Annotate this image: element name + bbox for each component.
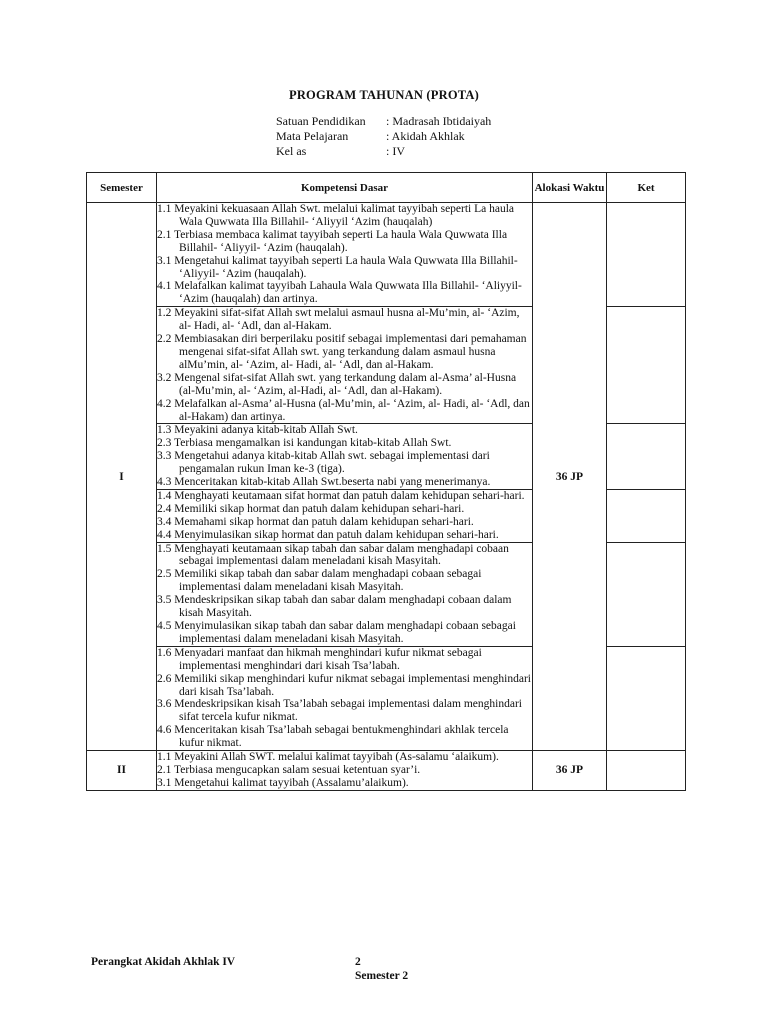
document-info bbox=[276, 114, 491, 159]
ket-cell bbox=[607, 751, 686, 791]
info-row-kelas bbox=[276, 144, 491, 159]
info-label: Satuan Pendidikan bbox=[276, 114, 366, 128]
info-label: Kel as bbox=[276, 144, 307, 158]
kompetensi-cell bbox=[157, 489, 533, 542]
kompetensi-item: 3.1 Mengetahui kalimat tayyibah seperti La haula Wala Quwwata Illa Billahil- ‘Aliyyil- ‘Azim (hauqalah). bbox=[157, 254, 518, 280]
ket-cell bbox=[607, 307, 686, 424]
kompetensi-item: 4.3 Menceritakan kitab-kitab Allah Swt.beserta nabi yang menerimanya. bbox=[157, 476, 491, 489]
kompetensi-item: 3.6 Mendeskripsikan kisah Tsa’labah sebagai implementasi dalam menghindari sifat tercela kufur nikmat. bbox=[157, 698, 522, 724]
kompetensi-item: 4.2 Melafalkan al-Asma’ al-Husna (al-Mu’min, al- ‘Azim, al- Hadi, al- ‘Adl, dan al-Hakam) dan artinya. bbox=[157, 397, 530, 423]
alokasi-cell: 36 JP bbox=[533, 751, 607, 791]
semester-cell: I bbox=[87, 203, 157, 751]
kompetensi-item: 4.1 Melafalkan kalimat tayyibah Lahaula Wala Quwwata Illa Billahil- ‘Aliyyil- ‘Azim (hauqalah) dan artinya. bbox=[157, 280, 522, 306]
kompetensi-item: 1.5 Menghayati keutamaan sikap tabah dan sabar dalam menghadapi cobaan sebagai implementasi dalam meneladani kisah Masyitah. bbox=[157, 542, 509, 568]
kompetensi-item: 2.6 Memiliki sikap menghindari kufur nikmat sebagai implementasi menghindari dari kisah Tsa’labah. bbox=[157, 672, 531, 698]
kompetensi-cell bbox=[157, 542, 533, 646]
header-alokasi: Alokasi Waktu bbox=[533, 173, 607, 203]
kompetensi-cell bbox=[157, 203, 533, 307]
info-value: : Akidah Akhlak bbox=[386, 129, 465, 143]
footer-semester: Semester 2 bbox=[355, 970, 409, 982]
kompetensi-item: 1.4 Menghayati keutamaan sifat hormat dan patuh dalam kehidupan sehari-hari. bbox=[157, 489, 525, 502]
kompetensi-item: 1.3 Meyakini adanya kitab-kitab Allah Swt. bbox=[157, 424, 358, 437]
kompetensi-cell bbox=[157, 646, 533, 750]
kompetensi-item: 2.3 Terbiasa mengamalkan isi kandungan kitab-kitab Allah Swt. bbox=[157, 437, 452, 450]
kompetensi-item: 1.1 Meyakini kekuasaan Allah Swt. melalui kalimat tayyibah seperti La haula Wala Quwwata Illa Billahil- ‘Aliyyil ‘Azim (hauqalah) bbox=[157, 203, 515, 228]
kompetensi-item: 2.1 Terbiasa mengucapkan salam sesuai ketentuan syar’i. bbox=[157, 763, 421, 776]
ket-cell bbox=[607, 424, 686, 490]
page-number: 2 bbox=[355, 956, 361, 968]
kompetensi-item: 3.4 Memahami sikap hormat dan patuh dalam kehidupan sehari-hari. bbox=[157, 515, 474, 528]
ket-cell bbox=[607, 542, 686, 646]
ket-cell bbox=[607, 646, 686, 750]
info-label: Mata Pelajaran bbox=[276, 129, 349, 143]
kompetensi-cell bbox=[157, 751, 533, 791]
kompetensi-item: 1.1 Meyakini Allah SWT. melalui kalimat tayyibah (As-salamu ‘alaikum). bbox=[157, 751, 499, 764]
document-title: PROGRAM TAHUNAN (PROTA) bbox=[288, 88, 479, 102]
kompetensi-item: 3.1 Mengetahui kalimat tayyibah (Assalamu’alaikum). bbox=[157, 776, 409, 789]
footer-title: Perangkat Akidah Akhlak IV bbox=[91, 956, 236, 968]
info-row-mapel bbox=[276, 129, 491, 144]
header-kompetensi: Kompetensi Dasar bbox=[157, 173, 533, 203]
kompetensi-item: 1.6 Menyadari manfaat dan hikmah menghindari kufur nikmat sebagai implementasi menghindari dari kisah Tsa’labah. bbox=[157, 646, 482, 672]
kompetensi-item: 2.2 Membiasakan diri berperilaku positif sebagai implementasi dari pemahaman mengenai sifat-sifat Allah swt. yang terkandung dalam asmaul husna alMu’min, al- ‘Azim, al- Hadi, al- ‘Adl, dan al-Hakam. bbox=[157, 333, 527, 371]
kompetensi-item: 1.2 Meyakini sifat-sifat Allah swt melalui asmaul husna al-Mu’min, al- ‘Azim, al- Hadi, al- ‘Adl, dan al-Hakam. bbox=[157, 307, 520, 333]
kompetensi-cell bbox=[157, 307, 533, 424]
kompetensi-item: 4.4 Menyimulasikan sikap hormat dan patuh dalam kehidupan sehari-hari. bbox=[157, 528, 499, 541]
kompetensi-item: 2.5 Memiliki sikap tabah dan sabar dalam menghadapi cobaan sebagai implementasi dalam meneladani kisah Masyitah. bbox=[157, 568, 482, 594]
table-row bbox=[87, 203, 686, 307]
prota-table bbox=[86, 172, 686, 791]
ket-cell bbox=[607, 489, 686, 542]
header-ket: Ket bbox=[607, 173, 686, 203]
kompetensi-cell bbox=[157, 424, 533, 490]
alokasi-cell: 36 JP bbox=[533, 203, 607, 751]
info-value: : Madrasah Ibtidaiyah bbox=[386, 114, 492, 128]
info-value: : IV bbox=[386, 144, 405, 158]
kompetensi-item: 4.5 Menyimulasikan sikap tabah dan sabar dalam menghadapi cobaan sebagai implementasi dalam meneladani kisah Masyitah. bbox=[157, 620, 516, 645]
kompetensi-item: 3.5 Mendeskripsikan sikap tabah dan sabar dalam menghadapi cobaan dalam kisah Masyitah. bbox=[157, 594, 512, 620]
info-row-satuan bbox=[276, 114, 491, 129]
kompetensi-item: 2.4 Memiliki sikap hormat dan patuh dalam kehidupan sehari-hari. bbox=[157, 502, 465, 515]
table-header-row bbox=[87, 173, 686, 203]
kompetensi-item: 3.2 Mengenal sifat-sifat Allah swt. yang terkandung dalam al-Asma’ al-Husna (al-Mu’min, al- ‘Azim, al-Hadi, al- ‘Adl, dan al-Hakam). bbox=[157, 371, 517, 397]
header-semester: Semester bbox=[87, 173, 157, 203]
ket-cell bbox=[607, 203, 686, 307]
kompetensi-item: 2.1 Terbiasa membaca kalimat tayyibah seperti La haula Wala Quwwata Illa Billahil- ‘Aliyyil- ‘Azim (hauqalah). bbox=[157, 228, 508, 254]
kompetensi-item: 3.3 Mengetahui adanya kitab-kitab Allah swt. sebagai implementasi dari pengamalan rukun Iman ke-3 (tiga). bbox=[157, 450, 490, 476]
table-row bbox=[87, 751, 686, 791]
semester-cell: II bbox=[87, 751, 157, 791]
kompetensi-item: 4.6 Menceritakan kisah Tsa’labah sebagai bentukmenghindari akhlak tercela kufur nikmat. bbox=[157, 724, 509, 750]
